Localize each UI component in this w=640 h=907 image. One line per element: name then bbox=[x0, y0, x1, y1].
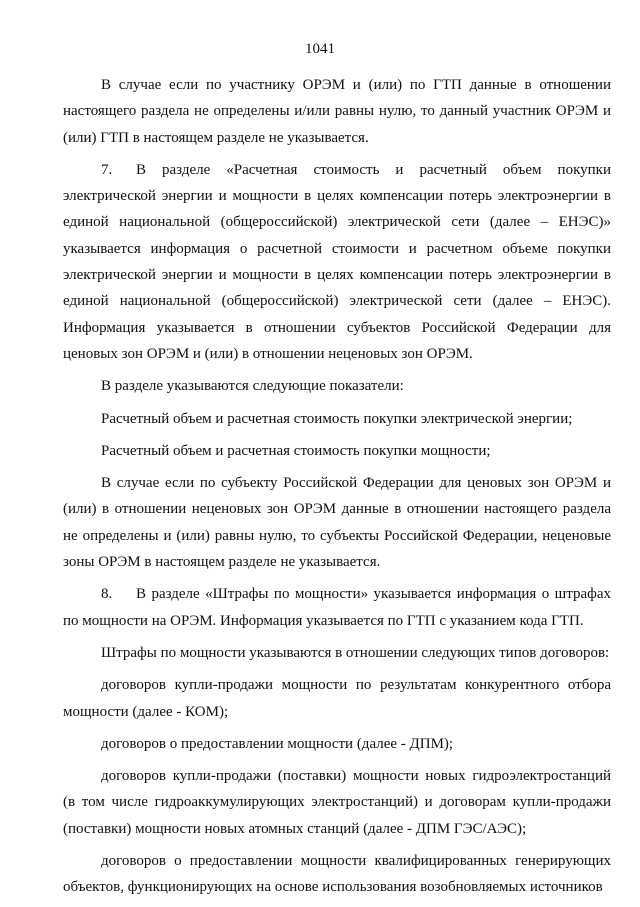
page-number: 1041 bbox=[305, 41, 335, 57]
section-7-text: В разделе «Расчетная стоимость и расчетный объем покупки электрической энергии и мощности в целях компенсации потерь электроэнергии в единой национальной (общероссийской) электрической сети (далее – ЕНЭС)» указывается информация о расчетной стоимости и расчетном объеме покупки электрической энергии и мощности в целях компенсации потерь электроэнергии в единой национальной (общероссийской) электрической сети (далее – ЕНЭС). Информация указывается в отношении субъектов Российской Федерации для ценовых зон ОРЭМ и (или) в отношении неценовых зон ОРЭМ. bbox=[63, 161, 611, 362]
paragraph-empty-data-subjects: В случае если по субъекту Российской Федерации для ценовых зон ОРЭМ и (или) в отношении неценовых зон ОРЭМ данные в отношении настоящего раздела не определены и (или) равны нулю, то субъекты Российской Федерации, неценовые зоны ОРЭМ в настоящем разделе не указывается. bbox=[63, 475, 611, 571]
list-item-renewables: договоров о предоставлении мощности квалифицированных генерирующих объектов, функционирующих на основе использования возобновляемых источников bbox=[63, 853, 611, 896]
paragraph-indicator-capacity: Расчетный объем и расчетная стоимость покупки мощности; bbox=[101, 442, 491, 459]
paragraph-indicators-intro: В разделе указываются следующие показатели: bbox=[101, 378, 404, 395]
paragraph-empty-data-participant: В случае если по участнику ОРЭМ и (или) по ГТП данные в отношении настоящего раздела не определены и/или равны нулю, то данный участник ОРЭМ и (или) ГТП в настоящем разделе не указывается. bbox=[63, 77, 611, 146]
paragraph-indicator-energy: Расчетный объем и расчетная стоимость покупки электрической энергии; bbox=[101, 410, 573, 427]
section-number: 7. bbox=[101, 161, 113, 178]
paragraph-contract-types-intro: Штрафы по мощности указываются в отношении следующих типов договоров: bbox=[101, 644, 610, 661]
section-number: 8. bbox=[101, 586, 113, 603]
list-item-dpm-ges-aes: договоров купли-продажи (поставки) мощности новых гидроэлектростанций (в том числе гидроаккумулирующих электростанций) и договорам купли-продажи (поставки) мощности новых атомных станций (далее - ДПМ ГЭС/АЭС); bbox=[63, 768, 611, 837]
paragraph-section-7 bbox=[63, 157, 611, 367]
section-8-text: В разделе «Штрафы по мощности» указывается информация о штрафах по мощности на ОРЭМ. Информация указывается по ГТП с указанием кода ГТП. bbox=[63, 586, 611, 629]
list-item-dpm: договоров о предоставлении мощности (далее - ДПМ); bbox=[101, 735, 454, 752]
list-item-kom: договоров купли-продажи мощности по результатам конкурентного отбора мощности (далее - КОМ); bbox=[63, 677, 611, 720]
paragraph-section-8 bbox=[63, 581, 611, 634]
document-body bbox=[63, 72, 611, 907]
